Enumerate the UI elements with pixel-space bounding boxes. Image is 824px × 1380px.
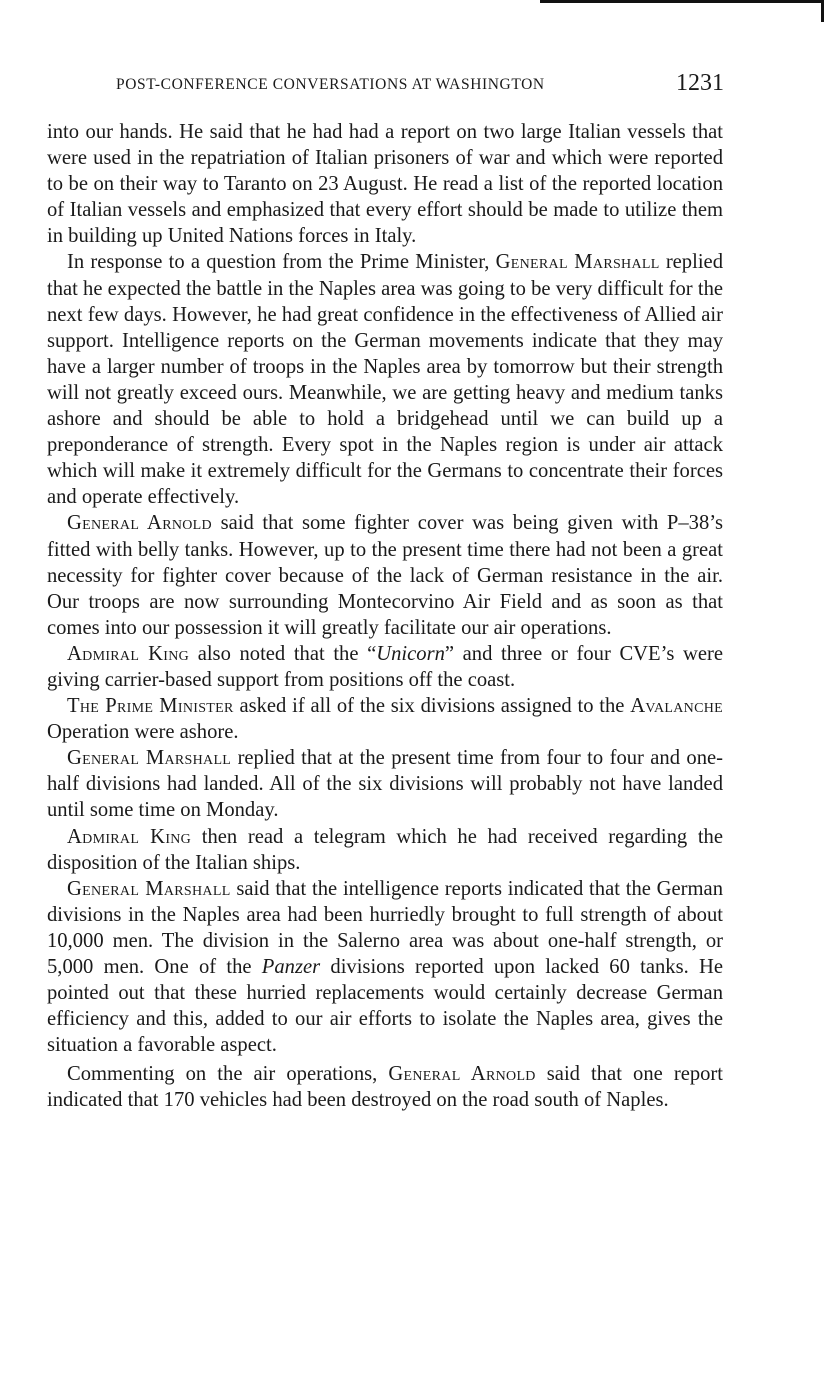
body-text [47,119,723,1114]
paragraph-5 [47,693,723,745]
paragraph-text: into our hands. He said that he had had a report on two large Italian vessels that were used in the repatriation of Italian prisoners of war and which were reported to be on their way to Taranto on 23 August. He read a list of the reported location of Italian vessels and emphasized that every effort should be made to utilize them in building up United Nations forces in Italy. [47,121,723,248]
speaker-name: General Marshall [67,877,231,900]
speaker-name: Admiral King [67,825,192,848]
paragraph-text: said that some fighter cover was being given with P–38’s fitted with belly tanks. However, up to the present time there had not been a great necessity for fighter cover because of the lack of German resistance in the air. Our troops are now surrounding Montecorvino Air Field and as soon as that comes into our possession it will greatly facilitate our air operations. [47,512,723,639]
paragraph-6 [47,745,723,823]
paragraph-9 [47,1061,723,1113]
paragraph-text: replied that he expected the battle in the Naples area was going to be very difficult for the next few days. However, he had great confidence in the effectiveness of Allied air support. Intelligence reports on the German movements indicate that they may have a larger number of troops in the Naples area by tomorrow but their strength will not greatly exceed ours. Meanwhile, we are getting heavy and medium tanks ashore and should be able to hold a bridgehead until we can build up a preponderance of strength. Every spot in the Naples region is under air attack which will make it extremely difficult for the Germans to concentrate their forces and operate effectively. [47,251,723,509]
paragraph-text: also noted that the “ [197,642,377,665]
speaker-name: General Arnold [67,512,212,535]
paragraph-text: In response to a question from the Prime Minister, [67,251,490,274]
ship-name: Unicorn [376,642,445,665]
paragraph-text: ” and three or four CVE’s were giving carrier-based support from positions off the coast. [47,642,723,691]
paragraph-8 [47,876,723,1059]
paragraph-text: said that one report indicated that 170 vehicles had been destroyed on the road south of Naples. [47,1063,724,1112]
paragraph-text: asked if all of the six divisions assigned to the [239,695,625,718]
paragraph-1 [47,119,723,249]
speaker-name: General Marshall [495,251,660,274]
running-title: POST-CONFERENCE CONVERSATIONS AT WASHINGTON [116,76,545,93]
paragraph-3 [47,510,723,640]
term-panzer: Panzer [261,956,321,978]
paragraph-7 [47,824,723,876]
speaker-name: Admiral King [67,642,190,665]
scan-edge-top [540,0,824,3]
speaker-name: The Prime Minister [67,695,234,718]
paragraph-text: said that the intelligence reports indicated that the German divisions in the Naples area had been hurriedly brought to full strength of about 10,000 men. The division in the Salerno area was about one-half strength, or 5,000 men. One of the [47,877,723,978]
paragraph-text: then read a telegram which he had received regarding the disposition of the Italian ships. [47,825,723,874]
paragraph-text: replied that at the present time from four to four and one-half divisions had landed. All of the six divisions will probably not have landed until some time on Monday. [47,747,724,822]
paragraph-4 [47,641,723,693]
running-head [48,70,724,100]
page-number: 1231 [676,70,724,96]
paragraph-2 [47,249,723,510]
speaker-name: General Marshall [67,747,232,770]
paragraph-text: divisions reported upon lacked 60 tanks. He pointed out that these hurried replacements would certainly decrease German efficiency and this, added to our air efforts to isolate the Naples area, gives the situation a favorable aspect. [47,956,723,1057]
speaker-name: General Arnold [388,1063,536,1086]
paragraph-text: Commenting on the air operations, [67,1063,378,1086]
paragraph-text: Operation were ashore. [47,721,239,744]
operation-name: Avalanche [630,695,723,718]
